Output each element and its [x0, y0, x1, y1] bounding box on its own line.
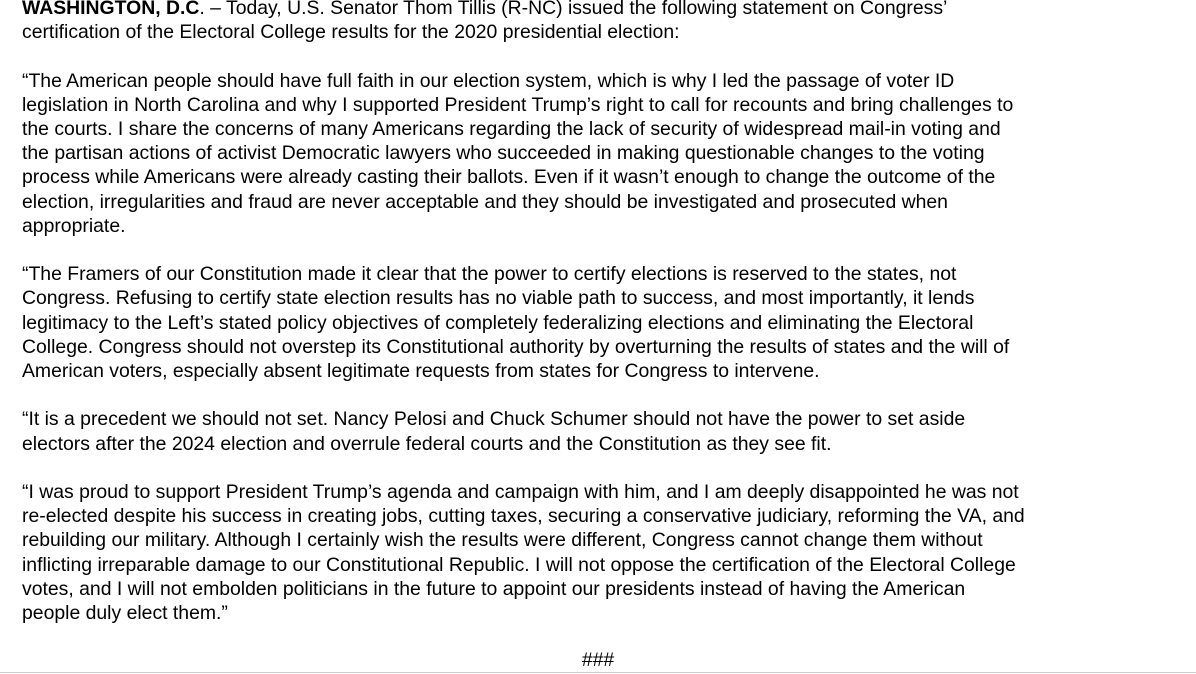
paragraph-line: the courts. I share the concerns of many Americans regarding the lack of security of widespread mail-in voting and	[22, 118, 1001, 140]
paragraph-line: appropriate.	[22, 214, 126, 237]
paragraph-line: legislation in North Carolina and why I supported President Trump’s right to call for recounts and bring challenges to	[22, 93, 1014, 116]
paragraph-line: inflicting irreparable damage to our Constitutional Republic. I will not oppose the certification of the Electoral College	[22, 553, 1016, 576]
dateline: WASHINGTON, D.C	[22, 0, 200, 19]
paragraph-line: “The Framers of our Constitution made it clear that the power to certify elections is reserved to the states, not	[22, 263, 957, 286]
paragraph-line: process while Americans were already casting their ballots. Even if it wasn’t enough to change the outcome of the	[22, 166, 996, 189]
paragraph-line: “The American people should have full faith in our election system, which is why I led the passage of voter ID	[22, 69, 955, 92]
statement-paragraph-4	[22, 480, 1188, 625]
end-of-release-mark: ###	[581, 649, 615, 671]
paragraph-line: American voters, especially absent legitimate requests from states for Congress to intervene.	[22, 360, 820, 383]
paragraph-line: legitimacy to the Left’s stated policy objectives of completely federalizing elections and eliminating the Electoral	[22, 311, 974, 334]
paragraph-line: votes, and I will not embolden politicians in the future to appoint our presidents instead of having the American	[22, 577, 966, 600]
paragraph-line: Congress. Refusing to certify state election results has no viable path to success, and most importantly, it lends	[22, 287, 975, 310]
intro-text: . – Today, U.S. Senator Thom Tillis (R-NC) issued the following statement on Congress’	[199, 0, 948, 19]
statement-paragraph-2	[22, 262, 1188, 383]
intro-line	[22, 0, 1188, 20]
paragraph-line: “I was proud to support President Trump’s agenda and campaign with him, and I am deeply disappointed he was not	[22, 481, 1019, 503]
paragraph-line: electors after the 2024 election and overrule federal courts and the Constitution as they see fit.	[22, 432, 832, 455]
paragraph-line: College. Congress should not overstep its Constitutional authority by overturning the results of states and the will of	[22, 335, 1010, 358]
bottom-divider	[0, 672, 1196, 673]
intro-paragraph	[22, 0, 1188, 44]
paragraph-line: “It is a precedent we should not set. Nancy Pelosi and Chuck Schumer should not have the power to set aside	[22, 408, 966, 431]
statement-paragraph-3	[22, 407, 1188, 455]
intro-line: certification of the Electoral College results for the 2020 presidential election:	[22, 21, 680, 44]
press-release-document	[22, 0, 1188, 649]
paragraph-line: re-elected despite his success in creating jobs, cutting taxes, securing a conservative judiciary, reforming the VA, and	[22, 505, 1025, 528]
paragraph-line: rebuilding our military. Although I certainly wish the results were different, Congress cannot change them without	[22, 529, 983, 552]
paragraph-line: election, irregularities and fraud are never acceptable and they should be investigated and prosecuted when	[22, 190, 948, 213]
paragraph-line: people duly elect them.”	[22, 602, 228, 625]
paragraph-line: the partisan actions of activist Democratic lawyers who succeeded in making questionable changes to the voting	[22, 142, 985, 165]
statement-paragraph-1	[22, 69, 1188, 238]
